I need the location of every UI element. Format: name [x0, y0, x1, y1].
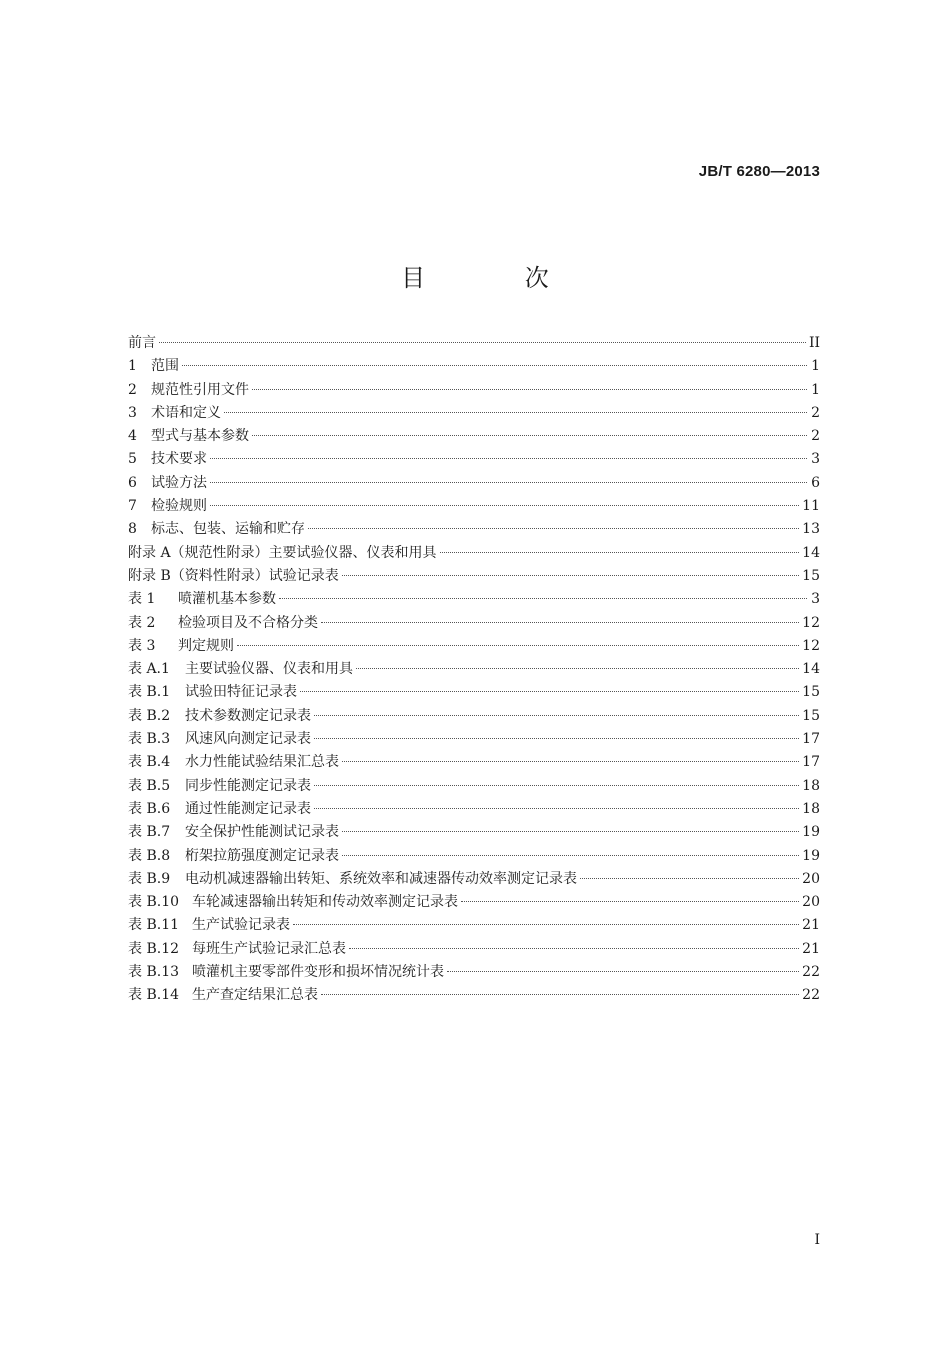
toc-entry[interactable]	[128, 681, 820, 704]
toc-entry-page: 18	[802, 800, 820, 817]
toc-entry[interactable]	[128, 961, 820, 984]
toc-entry-page: 21	[802, 917, 820, 934]
toc-entry-label: 附录 A（规范性附录）主要试验仪器、仪表和用具	[128, 544, 437, 561]
toc-entry-number: 表 B.6	[128, 800, 171, 817]
toc-dot-leader	[580, 878, 799, 879]
toc-entry-number: 1	[128, 358, 137, 375]
toc-entry-page: 19	[802, 824, 820, 841]
toc-entry-page: 13	[802, 521, 820, 538]
toc-entry-page: 6	[811, 474, 820, 491]
toc-entry[interactable]	[128, 868, 820, 891]
toc-entry-number: 4	[128, 428, 137, 445]
toc-entry[interactable]	[128, 984, 820, 1007]
toc-dot-leader	[210, 458, 807, 459]
toc-entry-number: 表 A.1	[128, 661, 170, 678]
toc-entry-label: 桁架拉筋强度测定记录表	[185, 847, 339, 864]
toc-entry-page: 15	[802, 707, 820, 724]
toc-entry-page: 2	[811, 428, 820, 445]
toc-entry-page: II	[808, 335, 820, 351]
toc-dot-leader	[182, 365, 807, 366]
toc-entry-number: 表 B.11	[128, 917, 180, 934]
toc-dot-leader	[237, 645, 799, 646]
toc-entry[interactable]	[128, 612, 820, 635]
toc-entry[interactable]	[128, 938, 820, 961]
toc-entry-page: 18	[802, 777, 820, 794]
toc-entry[interactable]	[128, 448, 820, 471]
toc-dot-leader	[321, 994, 799, 995]
toc-entry[interactable]	[128, 891, 820, 914]
toc-dot-leader	[461, 901, 799, 902]
toc-entry-number: 表 B.13	[128, 964, 180, 981]
toc-dot-leader	[342, 855, 799, 856]
toc-entry[interactable]	[128, 751, 820, 774]
toc-entry[interactable]	[128, 775, 820, 798]
toc-entry-label: 判定规则	[178, 637, 234, 654]
toc-entry-label: 喷灌机基本参数	[178, 591, 276, 608]
toc-entry-page: 22	[802, 987, 820, 1004]
toc-entry-page: 22	[802, 964, 820, 981]
toc-entry-number: 表 B.3	[128, 731, 171, 748]
toc-entry[interactable]	[128, 845, 820, 868]
toc-entry-page: 12	[802, 637, 820, 654]
toc-entry-number: 表 B.10	[128, 894, 180, 911]
toc-entry-page: 11	[802, 498, 820, 515]
toc-entry-page: 20	[802, 870, 820, 887]
toc-entry-page: 3	[811, 451, 820, 468]
toc-entry-number: 表 2	[128, 614, 156, 631]
toc-entry-number: 8	[128, 521, 137, 538]
toc-entry-number: 表 B.4	[128, 754, 171, 771]
toc-entry-page: 12	[802, 614, 820, 631]
toc-entry-label: 喷灌机主要零部件变形和损坏情况统计表	[192, 964, 444, 981]
toc-entry-label: 技术要求	[151, 451, 207, 468]
toc-entry-label: 标志、包装、运输和贮存	[151, 521, 305, 538]
toc-dot-leader	[342, 831, 799, 832]
toc-entry[interactable]	[128, 472, 820, 495]
toc-entry-label: 风速风向测定记录表	[185, 731, 311, 748]
toc-entry-number: 表 B.1	[128, 684, 171, 701]
toc-entry-label: 型式与基本参数	[151, 428, 249, 445]
toc-dot-leader	[210, 505, 799, 506]
toc-entry-label: 规范性引用文件	[151, 381, 249, 398]
toc-entry-page: 20	[802, 894, 820, 911]
toc-entry-label: 生产查定结果汇总表	[192, 987, 318, 1004]
toc-entry-label: 术语和定义	[151, 404, 221, 421]
toc-entry-label: 技术参数测定记录表	[185, 707, 311, 724]
toc-dot-leader	[356, 668, 799, 669]
toc-entry[interactable]	[128, 821, 820, 844]
toc-entry-number: 6	[128, 474, 137, 491]
toc-entry[interactable]	[128, 635, 820, 658]
toc-entry-label: 车轮减速器输出转矩和传动效率测定记录表	[192, 894, 458, 911]
toc-dot-leader	[447, 971, 799, 972]
toc-dot-leader	[342, 575, 799, 576]
toc-entry-number: 表 3	[128, 637, 156, 654]
toc-entry-page: 21	[802, 940, 820, 957]
toc-entry-number: 表 B.2	[128, 707, 171, 724]
toc-entry-number: 2	[128, 381, 137, 398]
toc-entry-number: 表 B.9	[128, 870, 171, 887]
toc-entry-page: 14	[802, 661, 820, 678]
toc-entry-number: 5	[128, 451, 137, 468]
toc-entry[interactable]	[128, 332, 820, 355]
toc-dot-leader	[252, 435, 807, 436]
toc-entry-page: 19	[802, 847, 820, 864]
toc-entry-label: 每班生产试验记录汇总表	[192, 940, 346, 957]
toc-entry[interactable]	[128, 914, 820, 937]
page-number: I	[814, 1232, 820, 1248]
toc-entry-page: 2	[811, 404, 820, 421]
toc-dot-leader	[314, 715, 799, 716]
toc-entry-label: 试验田特征记录表	[185, 684, 297, 701]
toc-dot-leader	[300, 691, 799, 692]
toc-entry[interactable]	[128, 588, 820, 611]
toc-dot-leader	[440, 552, 800, 553]
toc-entry[interactable]	[128, 379, 820, 402]
toc-entry-page: 15	[802, 684, 820, 701]
toc-entry-label: 生产试验记录表	[192, 917, 290, 934]
table-of-contents	[128, 332, 820, 1008]
toc-dot-leader	[252, 389, 807, 390]
page-title: 目 次	[401, 264, 595, 292]
toc-entry-number: 表 B.8	[128, 847, 171, 864]
toc-entry[interactable]	[128, 518, 820, 541]
toc-entry-label: 通过性能测定记录表	[185, 800, 311, 817]
toc-entry[interactable]	[128, 658, 820, 681]
toc-dot-leader	[159, 342, 806, 343]
toc-dot-leader	[314, 808, 799, 809]
toc-entry[interactable]	[128, 355, 820, 378]
toc-entry-number: 表 1	[128, 591, 156, 608]
toc-entry[interactable]	[128, 728, 820, 751]
toc-entry-number: 7	[128, 498, 137, 515]
toc-entry-label: 水力性能试验结果汇总表	[185, 754, 339, 771]
toc-entry-label: 同步性能测定记录表	[185, 777, 311, 794]
toc-entry-label: 前言	[128, 335, 156, 351]
toc-dot-leader	[224, 412, 807, 413]
toc-entry-page: 17	[802, 754, 820, 771]
toc-entry[interactable]	[128, 565, 820, 588]
toc-dot-leader	[308, 528, 799, 529]
toc-entry-page: 17	[802, 731, 820, 748]
toc-entry-number: 表 B.12	[128, 940, 180, 957]
toc-entry-label: 附录 B（资料性附录）试验记录表	[128, 567, 339, 584]
document-code: JB/T 6280—2013	[698, 163, 820, 180]
toc-entry-label: 电动机减速器输出转矩、系统效率和减速器传动效率测定记录表	[185, 870, 577, 887]
toc-entry-label: 主要试验仪器、仪表和用具	[185, 661, 353, 678]
toc-entry-page: 15	[802, 567, 820, 584]
toc-dot-leader	[293, 924, 799, 925]
toc-entry-number: 表 B.7	[128, 824, 171, 841]
toc-entry-number: 表 B.5	[128, 777, 171, 794]
toc-dot-leader	[349, 948, 799, 949]
toc-entry-label: 试验方法	[151, 474, 207, 491]
toc-entry[interactable]	[128, 402, 820, 425]
toc-dot-leader	[314, 738, 799, 739]
toc-entry-number: 表 B.14	[128, 987, 180, 1004]
toc-dot-leader	[321, 622, 799, 623]
toc-entry-label: 范围	[151, 358, 179, 375]
toc-entry[interactable]	[128, 425, 820, 448]
toc-entry-label: 检验规则	[151, 498, 207, 515]
toc-entry[interactable]	[128, 495, 820, 518]
toc-entry-page: 1	[811, 381, 820, 398]
toc-dot-leader	[314, 785, 799, 786]
toc-entry-page: 14	[802, 544, 820, 561]
toc-dot-leader	[342, 761, 799, 762]
toc-entry-label: 检验项目及不合格分类	[178, 614, 318, 631]
toc-entry-page: 3	[811, 591, 820, 608]
toc-entry-label: 安全保护性能测试记录表	[185, 824, 339, 841]
toc-entry[interactable]	[128, 798, 820, 821]
toc-entry-number: 3	[128, 404, 137, 421]
toc-entry-page: 1	[811, 358, 820, 375]
toc-dot-leader	[279, 598, 807, 599]
toc-entry[interactable]	[128, 705, 820, 728]
toc-entry[interactable]	[128, 542, 820, 565]
toc-dot-leader	[210, 482, 807, 483]
